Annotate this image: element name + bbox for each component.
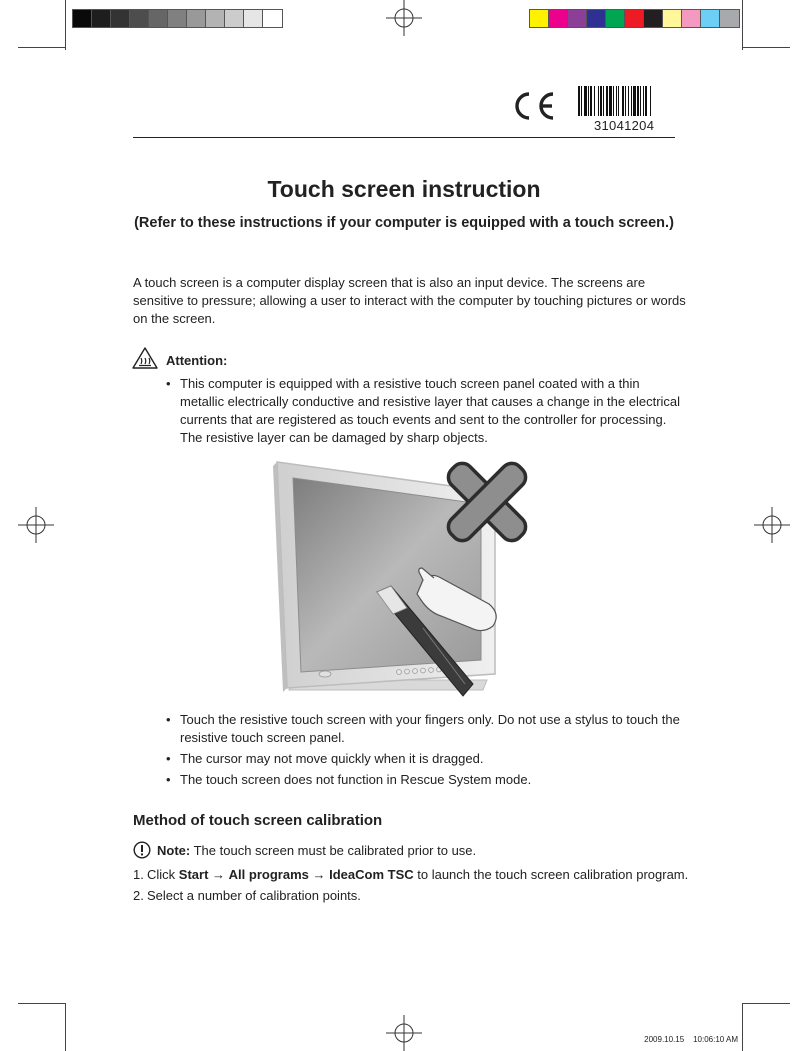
- barcode-bar: [618, 86, 619, 116]
- barcode-bar: [581, 86, 582, 116]
- barcode-bar: [650, 86, 651, 116]
- tip-item: • The touch screen does not function in Rescue System mode.: [166, 771, 686, 789]
- color-swatch: [111, 10, 130, 27]
- barcode-number: 31041204: [594, 118, 655, 133]
- registration-mark-top: [386, 0, 422, 36]
- page-subtitle: (Refer to these instructions if your computer is equipped with a touch screen.): [134, 215, 674, 231]
- step-click: Click: [147, 867, 176, 882]
- hot-surface-warning-icon: [132, 347, 158, 369]
- barcode-bar: [606, 86, 608, 116]
- color-swatch: [701, 10, 720, 27]
- registration-mark-left: [18, 507, 54, 543]
- exclamation-circle-icon: [133, 841, 151, 859]
- color-swatch: [149, 10, 168, 27]
- step-text: Select a number of calibration points.: [147, 888, 361, 903]
- attention-list: [166, 375, 686, 450]
- step-number: 2.: [133, 888, 144, 903]
- color-swatch: [644, 10, 663, 27]
- ce-mark-icon: [509, 90, 557, 122]
- step-app-name: IdeaCom TSC: [329, 867, 414, 882]
- color-swatch: [530, 10, 549, 27]
- barcode-bar: [613, 86, 614, 116]
- intro-paragraph: A touch screen is a computer display screen that is also an input device. The screens are sensitive to pressure; allowing a user to interact with the computer by touching pictures or words on the screen.: [133, 275, 686, 326]
- barcode-bar: [640, 86, 641, 116]
- arrow-icon: →: [212, 867, 226, 882]
- tip-item: • The cursor may not move quickly when it is dragged.: [166, 750, 686, 768]
- note-text: The touch screen must be calibrated prior to use.: [193, 843, 477, 858]
- color-swatch: [606, 10, 625, 27]
- color-swatch: [720, 10, 739, 27]
- step-start: Start: [178, 867, 209, 882]
- color-swatch: [682, 10, 701, 27]
- barcode-bar: [625, 86, 626, 116]
- color-swatch: [625, 10, 644, 27]
- barcode-bar: [600, 86, 602, 116]
- barcode-bar: [578, 86, 580, 116]
- step-item: [133, 866, 693, 884]
- barcode-bar: [643, 86, 644, 116]
- barcode-bar: [590, 86, 592, 116]
- barcode-bar: [633, 86, 636, 116]
- attention-item: • This computer is equipped with a resistive touch screen panel coated with a thin metallic electrically conductive and resistive layer that causes a change in the electrical currents that are registered as touch events and sent to the controller for processing. The resistive layer can be damaged by sharp objects.: [166, 375, 686, 447]
- attention-label: Attention:: [166, 353, 228, 368]
- step-number: 1.: [133, 867, 144, 882]
- barcode-bar: [594, 86, 595, 116]
- color-swatch: [187, 10, 206, 27]
- color-swatch: [549, 10, 568, 27]
- barcode-bar: [631, 86, 632, 116]
- color-swatch: [568, 10, 587, 27]
- header-rule: [133, 137, 675, 138]
- barcode-bar: [622, 86, 624, 116]
- color-swatch: [244, 10, 263, 27]
- step-rest: to launch the touch screen calibration program.: [417, 867, 689, 882]
- color-swatch: [663, 10, 682, 27]
- print-timestamp: [644, 1035, 738, 1044]
- color-swatch: [587, 10, 606, 27]
- print-time: 10:06:10 AM: [693, 1035, 738, 1044]
- barcode-bar: [637, 86, 639, 116]
- barcode-icon: [578, 86, 674, 116]
- barcode-bar: [616, 86, 617, 116]
- barcode-bar: [609, 86, 612, 116]
- step-all-programs: All programs: [228, 867, 309, 882]
- barcode-bar: [628, 86, 629, 116]
- color-swatch: [168, 10, 187, 27]
- barcode-bar: [588, 86, 589, 116]
- calibration-heading: Method of touch screen calibration: [133, 812, 383, 829]
- barcode-bar: [584, 86, 587, 116]
- registration-mark-right: [754, 507, 790, 543]
- print-date: 2009.10.15: [644, 1035, 685, 1044]
- color-swatch: [92, 10, 111, 27]
- calibration-steps: [133, 866, 693, 908]
- page-title: Touch screen instruction: [267, 176, 541, 202]
- color-swatch: [263, 10, 282, 27]
- tips-list: [166, 711, 686, 792]
- step-item: [133, 887, 693, 905]
- arrow-icon: →: [312, 867, 326, 882]
- registration-mark-bottom: [386, 1015, 422, 1051]
- barcode-bar: [645, 86, 647, 116]
- note-label: Note:: [157, 843, 191, 858]
- color-swatch: [206, 10, 225, 27]
- color-swatch: [130, 10, 149, 27]
- color-swatch: [73, 10, 92, 27]
- barcode-bar: [603, 86, 604, 116]
- tip-item: • Touch the resistive touch screen with your fingers only. Do not use a stylus to touch the resistive touch screen panel.: [166, 711, 686, 747]
- monitor-with-stylus-crossed-out-icon: [273, 452, 535, 702]
- barcode-bar: [598, 86, 599, 116]
- calibration-note: [133, 841, 476, 859]
- color-swatch: [225, 10, 244, 27]
